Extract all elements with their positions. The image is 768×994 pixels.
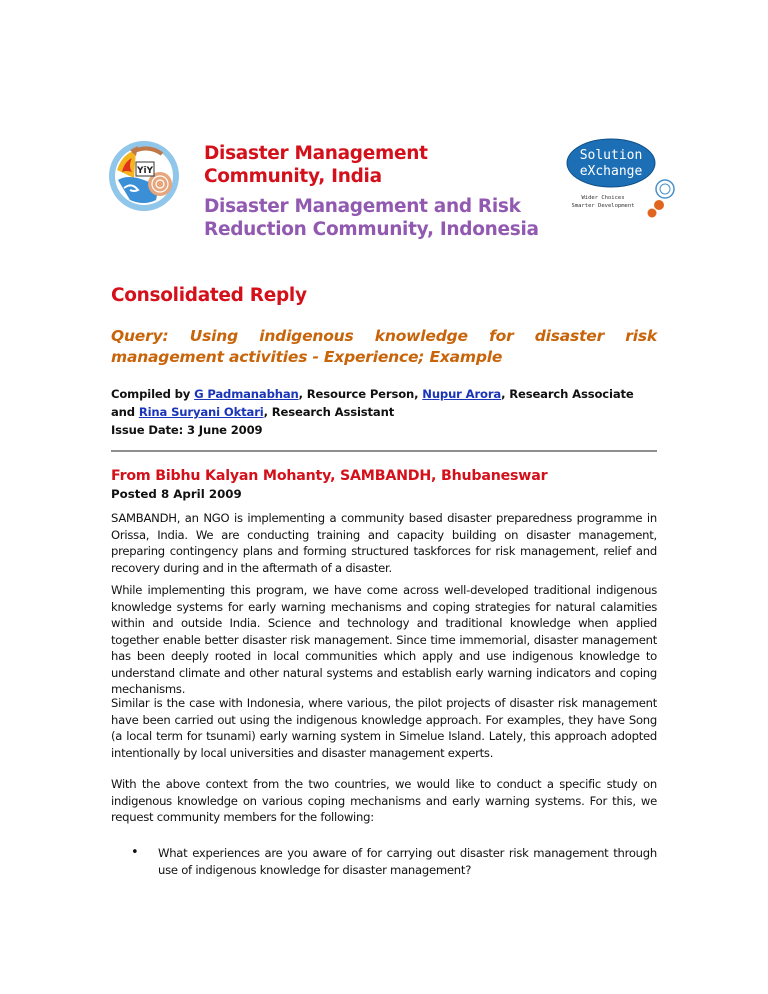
un-emblem-icon: [656, 180, 674, 198]
paragraph-2: While implementing this program, we have come across well-developed traditional indigenous knowledge systems for early warning mechanisms and coping strategies for natural calamities within and outside India. Science and technology and traditional knowledge when applied together enable better disaster risk management. Since time immemorial, disaster management has been deeply rooted in local communities which apply and use indigenous knowledge to understand climate and other natural systems and establish early warning indicators and coping mechanisms.: [111, 583, 657, 696]
org-india-line2: Community, India: [204, 166, 382, 187]
paragraph-4: With the above context from the two countries, we would like to conduct a specific study on indigenous knowledge on various coping mechanisms and early warning systems. For this, we request community members for the following:: [111, 777, 657, 824]
query-heading: [111, 326, 657, 368]
solution-exchange-line2: eXchange: [579, 164, 643, 179]
question-list-item: [111, 845, 657, 878]
document-title: Consolidated Reply: [111, 285, 307, 306]
bullet-icon: •: [131, 845, 139, 860]
paragraph-1: SAMBANDH, an NGO is implementing a community based disaster preparedness programme in Orissa, India. We are conducting training and capacity building on disaster management, preparing contingency plans and forming structured taskforces for risk management, relief and recovery during and in the aftermath of a disaster.: [111, 511, 657, 575]
org-india-line1: Disaster Management: [204, 143, 428, 164]
link-rina-suryani-oktari[interactable]: Rina Suryani Oktari: [138, 405, 264, 419]
org-indonesia-heading: [204, 195, 539, 241]
role-resource-person: , Resource Person,: [298, 387, 423, 401]
posted-date: Posted 8 April 2009: [111, 487, 242, 501]
org-india-heading: [204, 142, 428, 188]
paragraph-3: Similar is the case with Indonesia, where various, the pilot projects of disaster risk management have been carried out using the indigenous knowledge approach. For examples, they have Song (a local term for tsunami) early warning system in Simelue Island. Lately, this approach adopted intentionally by local universities and disaster management experts.: [111, 696, 657, 760]
link-g-padmanabhan[interactable]: G Padmanabhan: [194, 387, 299, 401]
org-indonesia-line1: Disaster Management and Risk: [204, 196, 521, 217]
svg-text:YiY: YiY: [136, 166, 154, 176]
solution-exchange-line1: Solution: [579, 148, 643, 163]
solution-exchange-tagline1: Wider Choices: [581, 195, 625, 201]
compiled-prefix: Compiled by: [111, 387, 195, 401]
question-text: What experiences are you aware of for carrying out disaster risk management through use of indigenous knowledge for disaster management?: [158, 846, 657, 877]
org-indonesia-line2: Reduction Community, Indonesia: [204, 219, 539, 240]
question-list: [111, 845, 657, 878]
role-research-associate: , Research Associate and: [111, 387, 634, 419]
horizontal-divider: [111, 450, 657, 452]
query-line2: management activities - Experience; Example: [111, 348, 503, 366]
from-heading: From Bibhu Kalyan Mohanty, SAMBANDH, Bhubaneswar: [111, 468, 548, 484]
disaster-management-logo-icon: [108, 140, 180, 212]
role-research-assistant: , Research Assistant: [263, 405, 395, 419]
solution-exchange-logo-icon: [565, 137, 675, 223]
issue-date: Issue Date: 3 June 2009: [111, 423, 263, 437]
compiled-by-block: [111, 385, 661, 439]
solution-exchange-tagline2: Smarter Development: [571, 203, 635, 209]
compiled-by-line: [111, 385, 661, 421]
query-line1: Query: Using indigenous knowledge for disaster risk: [111, 327, 657, 345]
link-nupur-arora[interactable]: Nupur Arora: [422, 387, 502, 401]
